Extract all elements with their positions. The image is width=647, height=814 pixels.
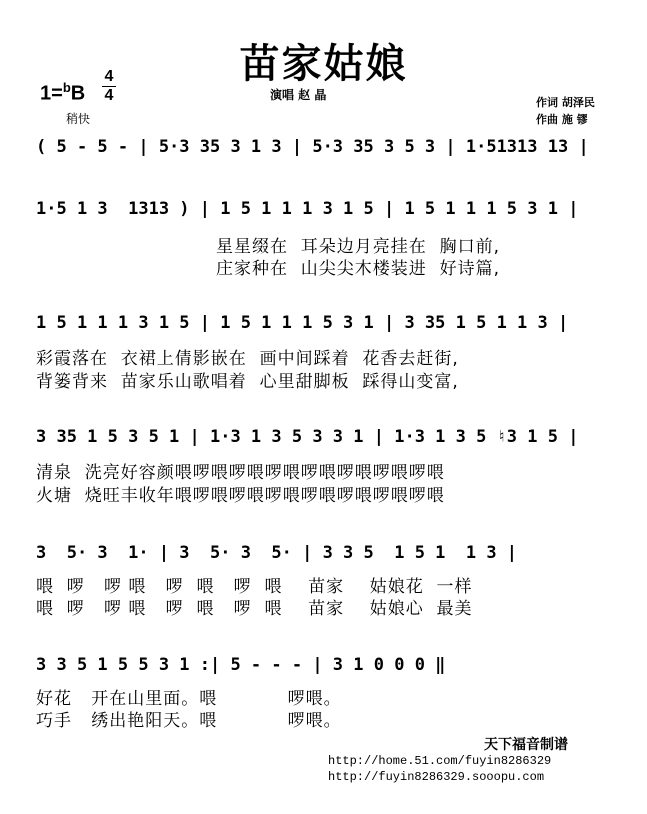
score-row-5: 3 5· 3 1· | 3 5· 3 5· | 3 3 5 1 5 1 1 3 | bbox=[36, 543, 518, 563]
credits bbox=[536, 94, 595, 128]
composer-credit: 作曲 施 镠 bbox=[536, 113, 588, 126]
page-title: 苗家姑娘 bbox=[239, 41, 408, 87]
singer-credit: 演唱 赵 晶 bbox=[270, 88, 327, 102]
lyric-line: 巧手 绣出艳阳天。喂 啰喂。 bbox=[36, 711, 342, 731]
lyric-line: 星星缀在 耳朵边月亮挂在 胸口前, bbox=[216, 237, 501, 257]
lyric-line: 火塘 烧旺丰收年喂啰喂啰喂啰喂啰喂啰喂啰喂啰喂 bbox=[36, 486, 445, 506]
lyricist-credit: 作词 胡泽民 bbox=[536, 96, 595, 109]
key-signature bbox=[40, 80, 85, 106]
footer-url-2: http://fuyin8286329.sooopu.com bbox=[328, 770, 545, 784]
lyric-line: 好花 开在山里面。喂 啰喂。 bbox=[36, 689, 342, 709]
time-top: 4 bbox=[104, 68, 114, 85]
score-row-6: 3 3 5 1 5 5 3 1 :| 5 - - - | 3 1 0 0 0 ‖ bbox=[36, 655, 446, 675]
time-signature bbox=[102, 68, 116, 105]
score-row-1: ( 5 - 5 - | 5·3 35 3 1 3 | 5·3 35 3 5 3 | 1·51313 13 | bbox=[36, 137, 589, 157]
score-row-4: 3 35 1 5 3 5 1 | 1·3 1 3 5 3 3 1 | 1·3 1 3 5 ♮3 1 5 | bbox=[36, 427, 579, 447]
key-note: B bbox=[70, 82, 86, 105]
lyric-line: 背篓背来 苗家乐山歌唱着 心里甜脚板 踩得山变富, bbox=[36, 372, 459, 392]
footer-brand: 天下福音制谱 bbox=[484, 737, 568, 753]
key-prefix: 1= bbox=[40, 82, 63, 105]
lyric-line: 喂 啰 啰 喂 啰 喂 啰 喂 苗家 姑娘心 最美 bbox=[36, 599, 473, 619]
lyric-line: 彩霞落在 衣裙上倩影嵌在 画中间踩着 花香去赶街, bbox=[36, 349, 459, 369]
lyric-line: 喂 啰 啰 喂 啰 喂 啰 喂 苗家 姑娘花 一样 bbox=[36, 577, 473, 597]
lyric-line: 庄家种在 山尖尖木楼装进 好诗篇, bbox=[216, 259, 501, 279]
tempo-mark: 稍快 bbox=[66, 112, 91, 126]
lyric-line: 清泉 洗亮好容颜喂啰喂啰喂啰喂啰喂啰喂啰喂啰喂 bbox=[36, 463, 445, 483]
footer-url-1: http://home.51.com/fuyin8286329 bbox=[328, 754, 552, 768]
score-row-3: 1 5 1 1 1 3 1 5 | 1 5 1 1 1 5 3 1 | 3 35 1 5 1 1 3 | bbox=[36, 313, 569, 333]
time-bottom: 4 bbox=[104, 87, 114, 104]
score-row-2: 1·5 1 3 1313 ) | 1 5 1 1 1 3 1 5 | 1 5 1 1 1 5 3 1 | bbox=[36, 199, 579, 219]
key-flat: b bbox=[62, 80, 71, 95]
